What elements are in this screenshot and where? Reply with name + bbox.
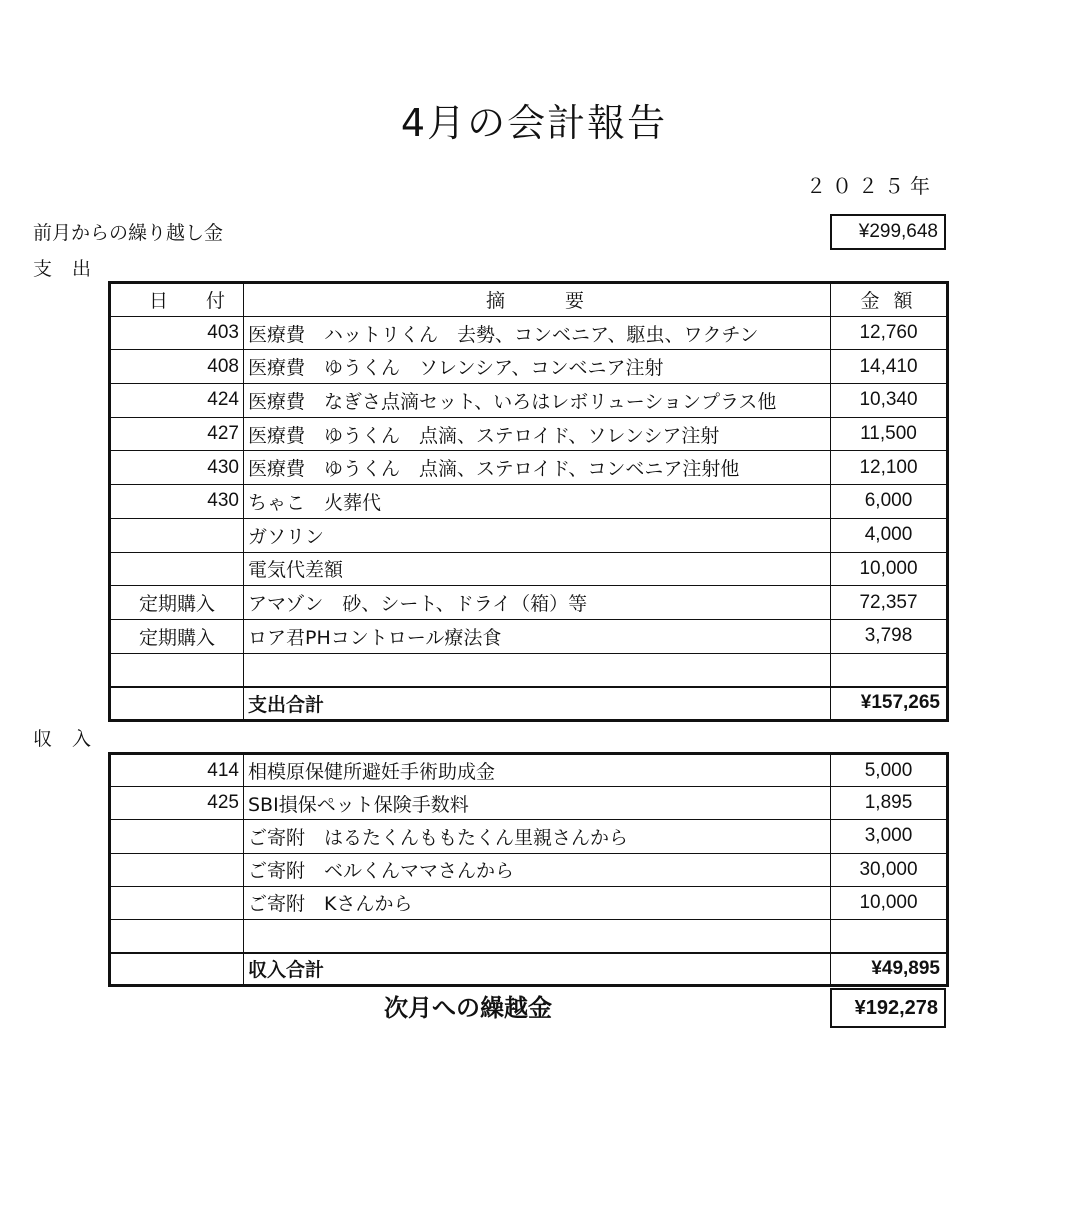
income-section-label: 収入 — [33, 728, 112, 750]
expense-table — [108, 281, 949, 722]
table-row — [110, 350, 948, 384]
row-amount: 3,000 — [831, 820, 948, 853]
row-description: SBI損保ペット保険手数料 — [244, 787, 831, 820]
header-date: 日付 — [110, 283, 244, 317]
table-row — [110, 754, 948, 787]
income-total-row — [110, 953, 948, 986]
expense-total-value: ¥157,265 — [831, 687, 948, 721]
row-amount: 72,357 — [831, 586, 948, 620]
table-row — [110, 919, 948, 952]
table-row — [110, 518, 948, 552]
row-amount: 10,340 — [831, 384, 948, 418]
expense-section-label: 支出 — [33, 258, 112, 280]
expense-total-row — [110, 687, 948, 721]
row-date — [110, 518, 244, 552]
row-amount: 4,000 — [831, 518, 948, 552]
row-date: 424 — [110, 384, 244, 418]
row-date: 430 — [110, 451, 244, 485]
row-date: 414 — [110, 754, 244, 787]
table-row — [110, 586, 948, 620]
header-amount: 金額 — [831, 283, 948, 317]
row-amount: 6,000 — [831, 485, 948, 519]
table-row — [110, 552, 948, 586]
row-date — [110, 820, 244, 853]
next-month-value: ¥192,278 — [830, 988, 946, 1028]
table-row — [110, 417, 948, 451]
report-year: ２０２５年 — [806, 174, 936, 198]
row-description — [244, 653, 831, 687]
row-amount: 14,410 — [831, 350, 948, 384]
row-amount: 30,000 — [831, 853, 948, 886]
row-amount: 10,000 — [831, 886, 948, 919]
carryover-value: ¥299,648 — [830, 214, 946, 250]
row-amount: 3,798 — [831, 619, 948, 653]
row-description: ちゃこ 火葬代 — [244, 485, 831, 519]
carryover-label: 前月からの繰り越し金 — [33, 222, 224, 244]
table-row — [110, 451, 948, 485]
row-description: 相模原保健所避妊手術助成金 — [244, 754, 831, 787]
row-amount: 11,500 — [831, 417, 948, 451]
row-date: 定期購入 — [110, 619, 244, 653]
row-date: 403 — [110, 316, 244, 350]
row-description: ご寄附 はるたくんももたくん里親さんから — [244, 820, 831, 853]
row-amount: 5,000 — [831, 754, 948, 787]
row-description: 医療費 なぎさ点滴セット、いろはレボリューションプラス他 — [244, 384, 831, 418]
table-row — [110, 653, 948, 687]
income-total-value: ¥49,895 — [831, 953, 948, 986]
row-date: 408 — [110, 350, 244, 384]
row-description: 電気代差額 — [244, 552, 831, 586]
row-date — [110, 552, 244, 586]
table-row — [110, 485, 948, 519]
row-amount: 12,100 — [831, 451, 948, 485]
row-date — [110, 853, 244, 886]
row-description: ご寄附 ベルくんママさんから — [244, 853, 831, 886]
row-description: 医療費 ゆうくん 点滴、ステロイド、コンベニア注射他 — [244, 451, 831, 485]
row-amount: 10,000 — [831, 552, 948, 586]
row-amount — [831, 919, 948, 952]
row-amount — [831, 653, 948, 687]
row-description: 医療費 ゆうくん 点滴、ステロイド、ソレンシア注射 — [244, 417, 831, 451]
row-date — [110, 919, 244, 952]
table-row — [110, 619, 948, 653]
row-date: 430 — [110, 485, 244, 519]
header-description: 摘要 — [244, 283, 831, 317]
row-date — [110, 653, 244, 687]
table-row — [110, 384, 948, 418]
income-total-label: 収入合計 — [244, 953, 831, 986]
row-date — [110, 886, 244, 919]
row-description: ご寄附 Kさんから — [244, 886, 831, 919]
row-amount: 12,760 — [831, 316, 948, 350]
row-description: ガソリン — [244, 518, 831, 552]
table-row — [110, 853, 948, 886]
page-title: 4月の会計報告 — [400, 101, 668, 145]
expense-total-label: 支出合計 — [244, 687, 831, 721]
row-description: 医療費 ハットリくん 去勢、コンベニア、駆虫、ワクチン — [244, 316, 831, 350]
row-description: アマゾン 砂、シート、ドライ（箱）等 — [244, 586, 831, 620]
next-month-label: 次月への繰越金 — [384, 994, 552, 1022]
income-total-date — [110, 953, 244, 986]
row-description — [244, 919, 831, 952]
row-description: 医療費 ゆうくん ソレンシア、コンベニア注射 — [244, 350, 831, 384]
row-date: 427 — [110, 417, 244, 451]
income-table — [108, 752, 949, 987]
expense-total-date — [110, 687, 244, 721]
table-row — [110, 820, 948, 853]
expense-header-row — [110, 283, 948, 317]
row-date: 定期購入 — [110, 586, 244, 620]
row-date: 425 — [110, 787, 244, 820]
table-row — [110, 886, 948, 919]
row-description: ロア君PHコントロール療法食 — [244, 619, 831, 653]
table-row — [110, 316, 948, 350]
row-amount: 1,895 — [831, 787, 948, 820]
table-row — [110, 787, 948, 820]
